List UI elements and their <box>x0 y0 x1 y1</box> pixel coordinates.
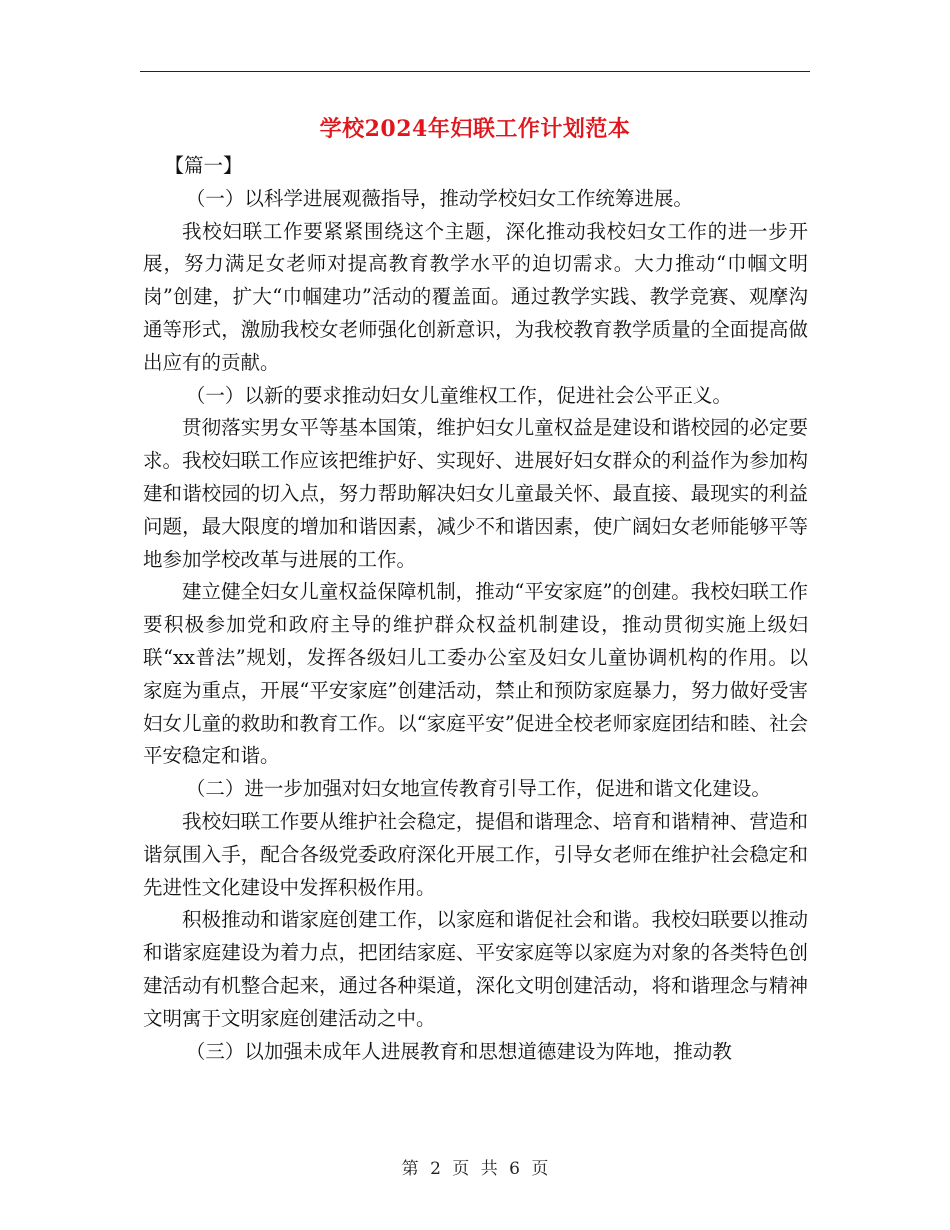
section-label: 【篇一】 <box>164 154 243 177</box>
body-paragraph: 我校妇联工作要从维护社会稳定，提倡和谐理念、培育和谐精神、营造和谐氛围入手，配合各级党委政府深化开展工作，引导女老师在维护社会稳定和先进性文化建设中发挥积极作用。 <box>143 809 808 899</box>
body-paragraph: 我校妇联工作要紧紧围绕这个主题，深化推动我校妇女工作的进一步开展，努力满足女老师对提高教育教学水平的迫切需求。大力推动“巾帼文明岗”创建，扩大“巾帼建功”活动的覆盖面。通过教学实践、教学竞赛、观摩沟通等形式，激励我校女老师强化创新意识，为我校教育教学质量的全面提高做出应有的贡献。 <box>143 219 808 374</box>
page-number: 第 2 页 共 6 页 <box>401 1159 549 1179</box>
section-heading: （一）以新的要求推动妇女儿童维权工作，促进社会公平正义。 <box>185 383 732 407</box>
body-paragraph: 贯彻落实男女平等基本国策，维护妇女儿童权益是建设和谐校园的必定要求。我校妇联工作应该把维护好、实现好、进展好妇女群众的利益作为参加构建和谐校园的切入点，努力帮助解决妇女儿童最关怀、最直接、最现实的利益问题，最大限度的增加和谐因素，减少不和谐因素，使广阔妇女老师能够平等地参加学校改革与进展的工作。 <box>143 416 808 571</box>
document-body <box>143 150 808 1068</box>
section-heading: （三）以加强未成年人进展教育和思想道德建设为阵地，推动教 <box>185 1039 732 1063</box>
section-heading: （二）进一步加强对妇女地宣传教育引导工作，促进和谐文化建设。 <box>185 777 771 801</box>
header-rule <box>140 71 810 72</box>
section-heading: （一）以科学进展观薇指导，推动学校妇女工作统筹进展。 <box>185 186 693 210</box>
body-paragraph: 建立健全妇女儿童权益保障机制，推动“平安家庭”的创建。我校妇联工作要积极参加党和政府主导的维护群众权益机制建设，推动贯彻实施上级妇联“xx普法”规划，发挥各级妇儿工委办公室及妇女儿童协调机构的作用。以家庭为重点，开展“平安家庭”创建活动，禁止和预防家庭暴力，努力做好受害妇女儿童的救助和教育工作。以“家庭平安”促进全校老师家庭团结和睦、社会平安稳定和谐。 <box>143 580 808 768</box>
document-title: 学校2024年妇联工作计划范本 <box>319 116 631 142</box>
body-paragraph: 积极推动和谐家庭创建工作，以家庭和谐促社会和谐。我校妇联要以推动和谐家庭建设为着力点，把团结家庭、平安家庭等以家庭为对象的各类特色创建活动有机整合起来，通过各种渠道，深化文明创建活动，将和谐理念与精神文明寓于文明家庭创建活动之中。 <box>143 908 808 1030</box>
